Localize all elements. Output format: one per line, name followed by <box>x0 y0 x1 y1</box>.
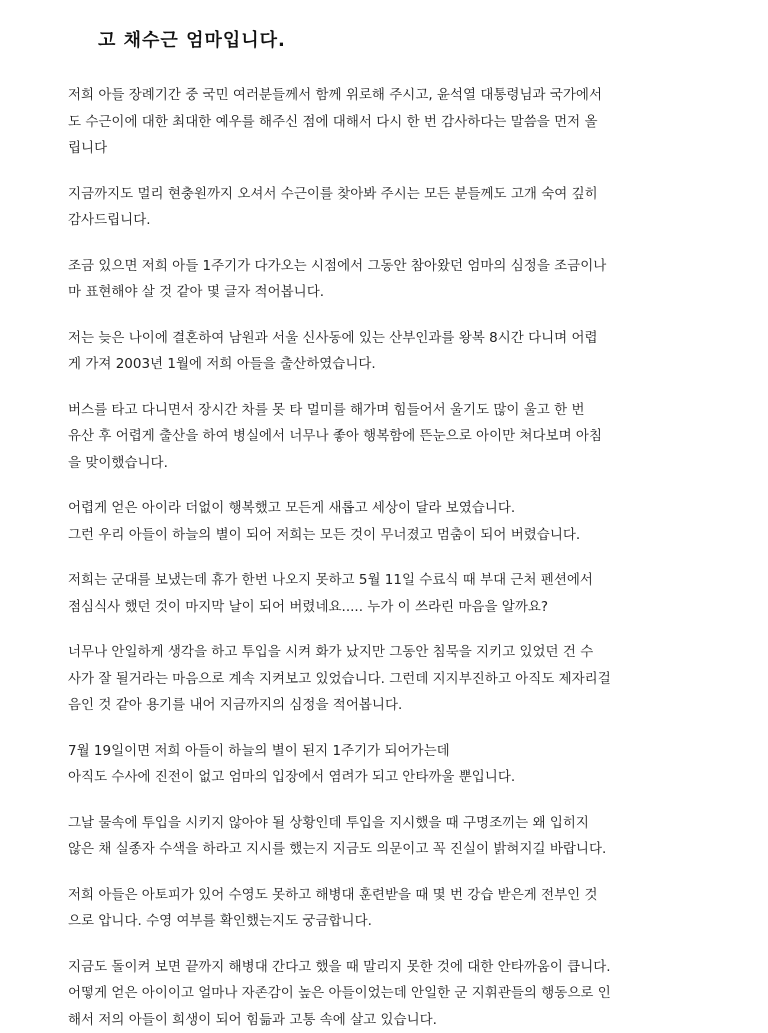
letter-title: 고 채수근 엄마입니다. <box>98 26 676 52</box>
paragraph-line: 을 맞이했습니다. <box>68 450 676 477</box>
letter-paragraph <box>68 810 676 863</box>
letter-paragraph <box>68 82 676 162</box>
paragraph-line: 그런 우리 아들이 하늘의 별이 되어 저희는 모든 것이 무너졌고 멈춤이 되어 버렸습니다. <box>68 522 676 549</box>
paragraph-line: 지금까지도 멀리 현충원까지 오셔서 수근이를 찾아봐 주시는 모든 분들께도 고개 숙여 깊히 <box>68 181 676 208</box>
letter-paragraph <box>68 954 676 1033</box>
letter-paragraph <box>68 397 676 477</box>
paragraph-line: 그날 물속에 투입을 시키지 않아야 될 상황인데 투입을 지시했을 때 구명조끼는 왜 입히지 <box>68 810 676 837</box>
paragraph-line: 저희는 군대를 보냈는데 휴가 한번 나오지 못하고 5월 11일 수료식 때 부대 근처 펜션에서 <box>68 567 676 594</box>
letter-paragraph <box>68 495 676 548</box>
paragraph-line: 않은 채 실종자 수색을 하라고 지시를 했는지 지금도 의문이고 꼭 진실이 밝혀지길 바랍니다. <box>68 836 676 863</box>
paragraph-line: 7월 19일이면 저희 아들이 하늘의 별이 된지 1주기가 되어가는데 <box>68 738 676 765</box>
letter-paragraph <box>68 325 676 378</box>
paragraph-line: 도 수근이에 대한 최대한 예우를 해주신 점에 대해서 다시 한 번 감사하다는 말씀을 먼저 올 <box>68 109 676 136</box>
letter-paragraph <box>68 253 676 306</box>
paragraph-line: 게 가져 2003년 1월에 저희 아들을 출산하였습니다. <box>68 351 676 378</box>
paragraph-line: 조금 있으면 저희 아들 1주기가 다가오는 시점에서 그동안 참아왔던 엄마의 심정을 조금이나 <box>68 253 676 280</box>
paragraph-line: 너무나 안일하게 생각을 하고 투입을 시켜 화가 났지만 그동안 침묵을 지키고 있었던 건 수 <box>68 639 676 666</box>
paragraph-line: 아직도 수사에 진전이 없고 엄마의 입장에서 염려가 되고 안타까울 뿐입니다. <box>68 764 676 791</box>
letter-paragraph <box>68 882 676 935</box>
paragraph-line: 마 표현해야 살 것 같아 몇 글자 적어봅니다. <box>68 279 676 306</box>
paragraph-line: 해서 저의 아들이 희생이 되어 힘듦과 고통 속에 살고 있습니다. <box>68 1007 676 1033</box>
paragraph-line: 감사드립니다. <box>68 207 676 234</box>
paragraph-line: 어떻게 얻은 아이이고 얼마나 자존감이 높은 아들이었는데 안일한 군 지휘관들의 행동으로 인 <box>68 980 676 1007</box>
letter-body <box>68 82 676 1033</box>
letter-paragraph <box>68 738 676 791</box>
paragraph-line: 지금도 돌이켜 보면 끝까지 해병대 간다고 했을 때 말리지 못한 것에 대한 안타까움이 큽니다. <box>68 954 676 981</box>
paragraph-line: 립니다 <box>68 135 676 162</box>
paragraph-line: 유산 후 어렵게 출산을 하여 병실에서 너무나 좋아 행복함에 뜬눈으로 아이만 쳐다보며 아침 <box>68 423 676 450</box>
paragraph-line: 저희 아들 장례기간 중 국민 여러분들께서 함께 위로해 주시고, 윤석열 대통령님과 국가에서 <box>68 82 676 109</box>
letter-paragraph <box>68 639 676 719</box>
paragraph-line: 점심식사 했던 것이 마지막 날이 되어 버렸네요..... 누가 이 쓰라린 마음을 알까요? <box>68 594 676 621</box>
paragraph-line: 으로 압니다. 수영 여부를 확인했는지도 궁금합니다. <box>68 908 676 935</box>
paragraph-line: 사가 잘 될거라는 마음으로 계속 지켜보고 있었습니다. 그런데 지지부진하고 아직도 제자리걸 <box>68 666 676 693</box>
paragraph-line: 어렵게 얻은 아이라 더없이 행복했고 모든게 새롭고 세상이 달라 보였습니다. <box>68 495 676 522</box>
paragraph-line: 저희 아들은 아토피가 있어 수영도 못하고 해병대 훈련받을 때 몇 번 강습 받은게 전부인 것 <box>68 882 676 909</box>
letter-paragraph <box>68 181 676 234</box>
paragraph-line: 버스를 타고 다니면서 장시간 차를 못 타 멀미를 해가며 힘들어서 울기도 많이 울고 한 번 <box>68 397 676 424</box>
letter-paragraph <box>68 567 676 620</box>
paragraph-line: 저는 늦은 나이에 결혼하여 남원과 서울 신사동에 있는 산부인과를 왕복 8시간 다니며 어렵 <box>68 325 676 352</box>
paragraph-line: 음인 것 같아 용기를 내어 지금까지의 심정을 적어봅니다. <box>68 692 676 719</box>
